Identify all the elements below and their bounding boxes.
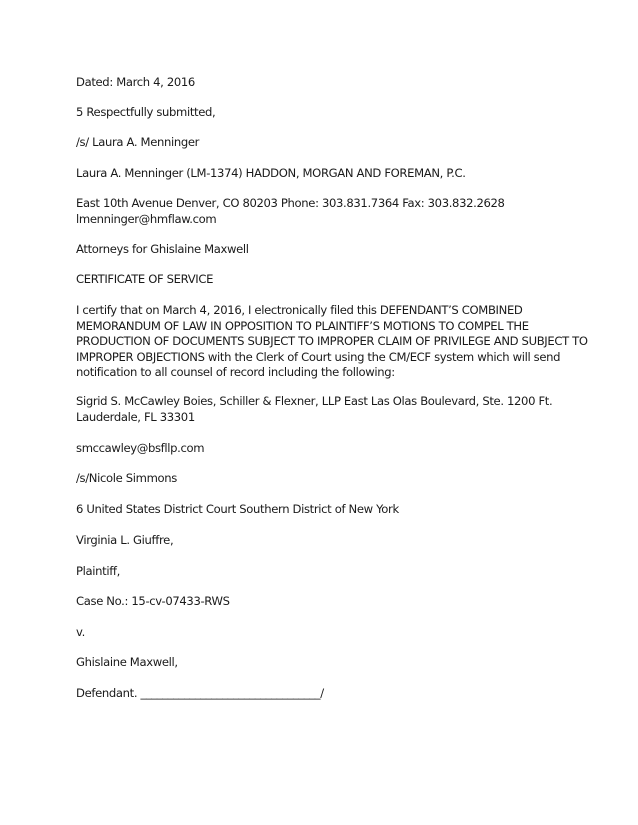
plaintiff-name: Virginia L. Giuffre,	[76, 533, 174, 547]
certification-line: MEMORANDUM OF LAW IN OPPOSITION TO PLAINTIFF’S MOTIONS TO COMPEL THE	[76, 318, 529, 333]
defendant-label: Defendant. _________________________________/	[76, 686, 324, 700]
service-recipient-line: Sigrid S. McCawley Boies, Schiller & Flexner, LLP East Las Olas Boulevard, Ste. 1200 Ft.	[76, 394, 553, 408]
address-line: East 10th Avenue Denver, CO 80203 Phone: 303.831.7364 Fax: 303.832.2628	[76, 196, 505, 210]
respectfully-submitted: 5 Respectfully submitted,	[76, 105, 216, 119]
certificate-of-service-heading: CERTIFICATE OF SERVICE	[76, 272, 214, 286]
case-number: Case No.: 15-cv-07433-RWS	[76, 594, 230, 608]
signature-nicole-simmons: /s/Nicole Simmons	[76, 471, 177, 485]
certification-line: I certify that on March 4, 2016, I electronically filed this DEFENDANT’S COMBINED	[76, 303, 523, 317]
versus-line: v.	[76, 625, 85, 639]
recipient-email: smccawley@bsfllp.com	[76, 441, 205, 455]
service-recipient-line: Lauderdale, FL 33301	[76, 409, 195, 424]
certification-line: notification to all counsel of record including the following:	[76, 365, 395, 380]
attorney-email: lmenninger@hmflaw.com	[76, 211, 217, 226]
attorney-firm-line: Laura A. Menninger (LM-1374) HADDON, MORGAN AND FOREMAN, P.C.	[76, 166, 466, 180]
plaintiff-label: Plaintiff,	[76, 564, 121, 578]
certification-line: PRODUCTION OF DOCUMENTS SUBJECT TO IMPROPER CLAIM OF PRIVILEGE AND SUBJECT TO	[76, 334, 588, 349]
dated-line: Dated: March 4, 2016	[76, 75, 195, 89]
court-caption: 6 United States District Court Southern District of New York	[76, 502, 399, 516]
certification-paragraph	[76, 303, 588, 381]
signature-laura-menninger: /s/ Laura A. Menninger	[76, 135, 200, 149]
defendant-name: Ghislaine Maxwell,	[76, 655, 178, 669]
certification-line: IMPROPER OBJECTIONS with the Clerk of Court using the CM/ECF system which will send	[76, 349, 561, 364]
service-recipient-block	[76, 394, 566, 425]
attorneys-for-line: Attorneys for Ghislaine Maxwell	[76, 242, 249, 256]
attorney-address-block	[76, 196, 566, 227]
